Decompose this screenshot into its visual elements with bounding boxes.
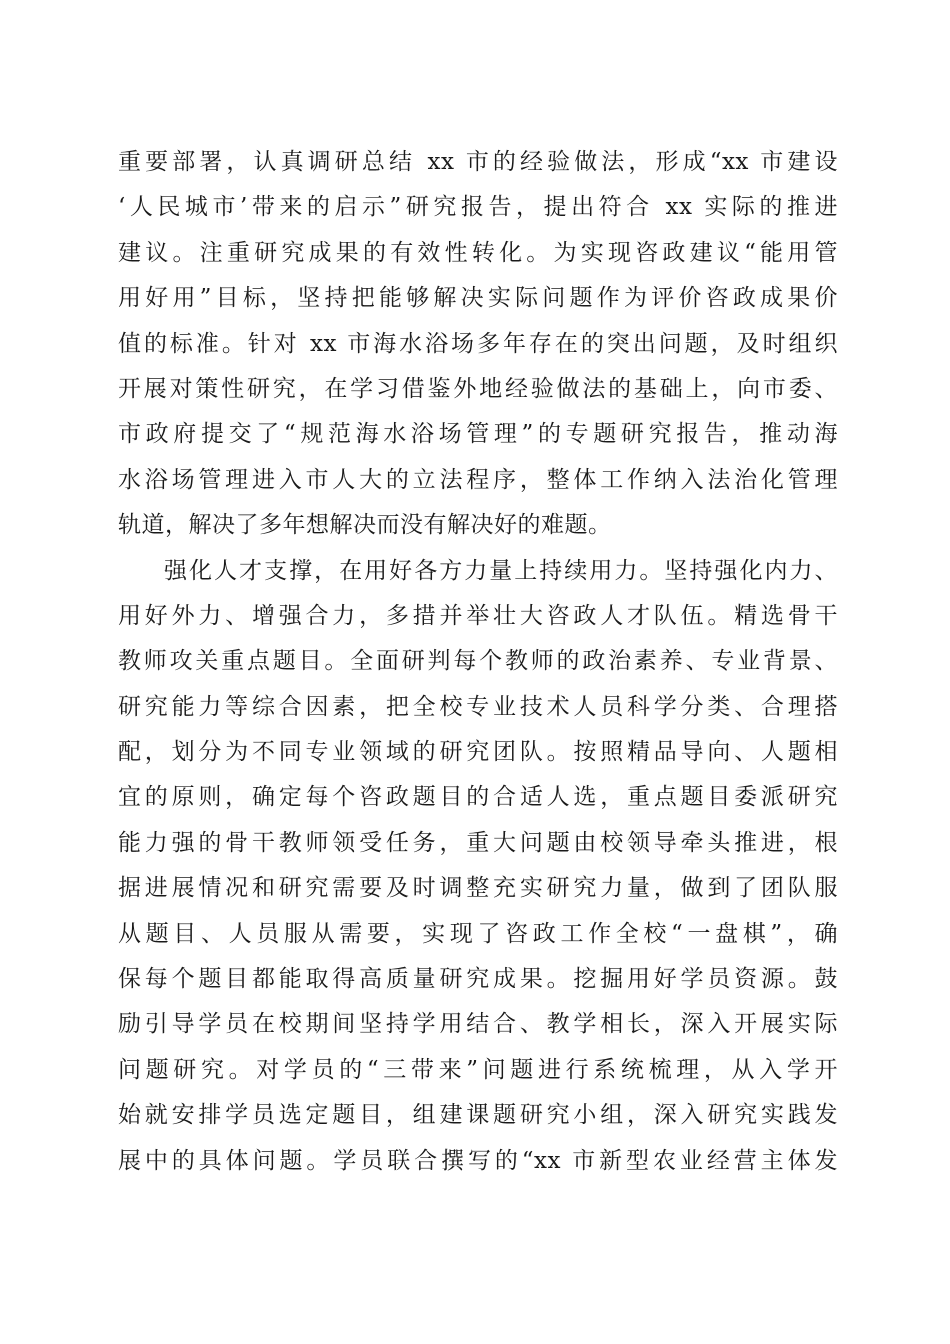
text-line: 能力强的骨干教师领受任务，重大问题由校领导牵头推进，根 bbox=[118, 829, 838, 856]
text-line: 研究能力等综合因素，把全校专业技术人员科学分类、合理搭 bbox=[118, 693, 838, 720]
text-line: 用好用”目标，坚持把能够解决实际问题作为评价咨政成果价 bbox=[118, 285, 838, 312]
text-line: 始就安排学员选定题目，组建课题研究小组，深入研究实践发 bbox=[118, 1102, 838, 1129]
text-line: 轨道，解决了多年想解决而没有解决好的难题。 bbox=[118, 512, 612, 539]
text-line: 从题目、人员服从需要，实现了咨政工作全校“一盘棋”，确 bbox=[118, 920, 838, 947]
text-line: 建议。注重研究成果的有效性转化。为实现咨政建议“能用管 bbox=[118, 239, 838, 266]
paragraph bbox=[118, 140, 838, 549]
text-line: 市政府提交了“规范海水浴场管理”的专题研究报告，推动海 bbox=[118, 421, 838, 448]
text-line: 开展对策性研究，在学习借鉴外地经验做法的基础上，向市委、 bbox=[118, 375, 838, 402]
text-line: 问题研究。对学员的“三带来”问题进行系统梳理，从入学开 bbox=[118, 1056, 838, 1083]
text-line: 展中的具体问题。学员联合撰写的“xx 市新型农业经营主体发 bbox=[118, 1147, 838, 1174]
text-line: 值的标准。针对 xx 市海水浴场多年存在的突出问题，及时组织 bbox=[118, 330, 838, 357]
text-line: 重要部署，认真调研总结 xx 市的经验做法，形成“xx 市建设 bbox=[118, 149, 838, 175]
text-line: 据进展情况和研究需要及时调整充实研究力量，做到了团队服 bbox=[118, 875, 838, 902]
paragraph bbox=[118, 549, 838, 1184]
text-line: 保每个题目都能取得高质量研究成果。挖掘用好学员资源。鼓 bbox=[118, 966, 838, 993]
text-line: 用好外力、增强合力，多措并举壮大咨政人才队伍。精选骨干 bbox=[118, 602, 838, 629]
text-line: 教师攻关重点题目。全面研判每个教师的政治素养、专业背景、 bbox=[118, 648, 838, 675]
text-line: 励引导学员在校期间坚持学用结合、教学相长，深入开展实际 bbox=[118, 1011, 838, 1038]
text-line: 强化人才支撑，在用好各方力量上持续用力。坚持强化内力、 bbox=[164, 557, 838, 584]
text-line: ‘人民城市’带来的启示”研究报告，提出符合 xx 实际的推进 bbox=[118, 194, 838, 221]
document-body bbox=[118, 140, 838, 1184]
text-line: 水浴场管理进入市人大的立法程序，整体工作纳入法治化管理 bbox=[118, 466, 838, 493]
text-line: 配，划分为不同专业领域的研究团队。按照精品导向、人题相 bbox=[118, 739, 838, 766]
text-line: 宜的原则，确定每个咨政题目的合适人选，重点题目委派研究 bbox=[118, 784, 838, 811]
